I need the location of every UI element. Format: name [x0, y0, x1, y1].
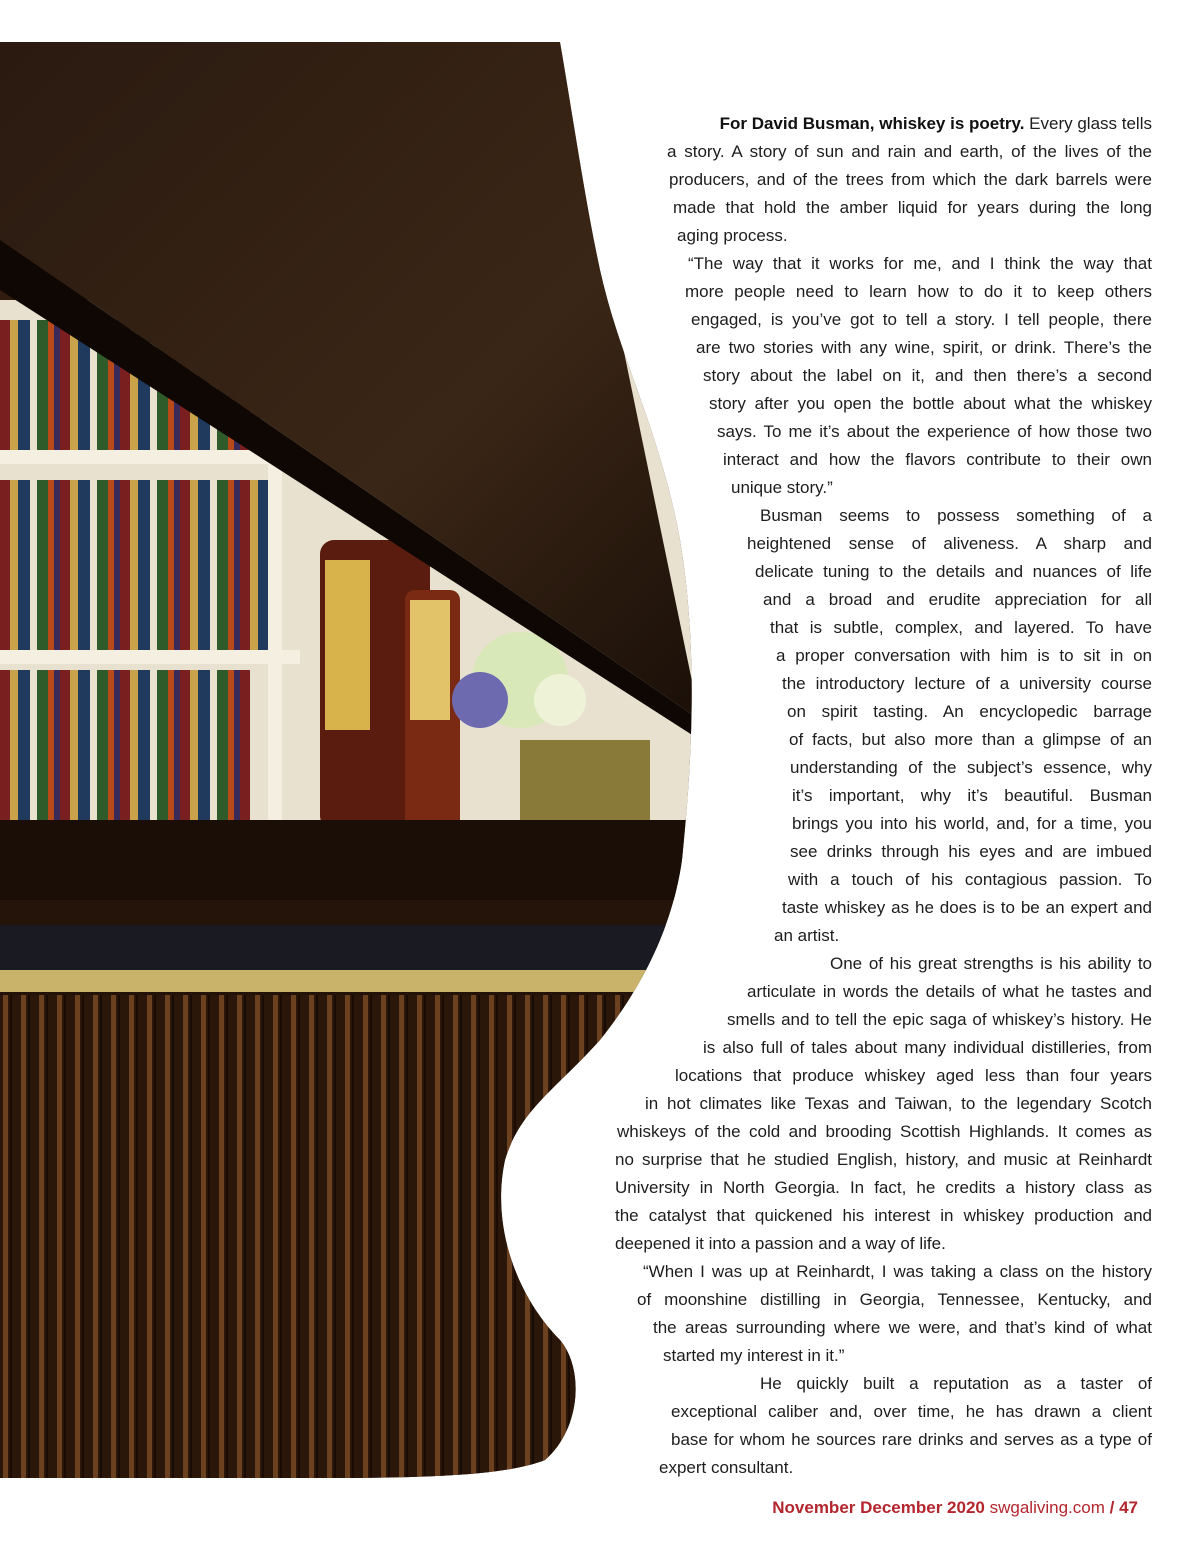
- article-line: whiskeys of the cold and brooding Scottish Highlands. It comes as: [617, 1122, 1152, 1141]
- article-line: are two stories with any wine, spirit, or drink. There’s the: [696, 338, 1152, 357]
- article-line: delicate tuning to the details and nuances of life: [755, 562, 1152, 581]
- article-line: the catalyst that quickened his interest in whiskey production and: [615, 1206, 1152, 1225]
- article-line: Busman seems to possess something of a: [760, 506, 1152, 525]
- article-line: made that hold the amber liquid for years during the long: [673, 198, 1152, 217]
- article-line: brings you into his world, and, for a time, you: [792, 814, 1152, 833]
- article-line: the areas surrounding where we were, and that’s kind of what: [653, 1318, 1152, 1337]
- article-line: the introductory lecture of a university course: [782, 674, 1152, 693]
- article-line: of moonshine distilling in Georgia, Tennessee, Kentucky, and: [637, 1290, 1152, 1309]
- article-line: University in North Georgia. In fact, he credits a history class as: [615, 1178, 1152, 1197]
- footer-separator: /: [1109, 1498, 1115, 1517]
- page-number: 47: [1119, 1498, 1138, 1517]
- article-line: more people need to learn how to do it to keep others: [685, 282, 1152, 301]
- page-footer: [772, 1496, 1138, 1520]
- article-line: it’s important, why it’s beautiful. Busman: [792, 786, 1152, 805]
- website-link[interactable]: swgaliving.com: [989, 1498, 1105, 1517]
- article-line: that is subtle, complex, and layered. To have: [770, 618, 1152, 637]
- article-line: no surprise that he studied English, history, and music at Reinhardt: [615, 1150, 1152, 1169]
- article-line: exceptional caliber and, over time, he has drawn a client: [671, 1402, 1152, 1421]
- article-line: interact and how the flavors contribute to their own: [723, 450, 1152, 469]
- article-line: of facts, but also more than a glimpse of an: [789, 730, 1152, 749]
- article-line: heightened sense of aliveness. A sharp and: [747, 534, 1152, 553]
- article-line: For David Busman, whiskey is poetry. Every glass tells: [719, 114, 1152, 133]
- article-line: an artist.: [774, 926, 840, 945]
- article-line: and a broad and erudite appreciation for all: [763, 590, 1152, 609]
- article-line: expert consultant.: [659, 1458, 794, 1477]
- article-line: base for whom he sources rare drinks and serves as a type of: [671, 1430, 1152, 1449]
- article-line: taste whiskey as he does is to be an expert and: [782, 898, 1152, 917]
- article-line: with a touch of his contagious passion. To: [788, 870, 1152, 889]
- article-lead: For David Busman, whiskey is poetry.: [719, 114, 1025, 133]
- article-line: smells and to tell the epic saga of whiskey’s history. He: [727, 1010, 1152, 1029]
- article-line: producers, and of the trees from which the dark barrels were: [669, 170, 1152, 189]
- article-line: see drinks through his eyes and are imbued: [790, 842, 1152, 861]
- article-line: “When I was up at Reinhardt, I was taking a class on the history: [643, 1262, 1152, 1281]
- article-line: deepened it into a passion and a way of life.: [615, 1234, 946, 1253]
- issue-date: November December 2020: [772, 1498, 985, 1517]
- article-line: a story. A story of sun and rain and earth, of the lives of the: [667, 142, 1152, 161]
- article-line: locations that produce whiskey aged less than four years: [675, 1066, 1152, 1085]
- article-line: aging process.: [677, 226, 788, 245]
- article-line: articulate in words the details of what he tastes and: [747, 982, 1152, 1001]
- article-line: story after you open the bottle about what the whiskey: [709, 394, 1152, 413]
- article-line: story about the label on it, and then there’s a second: [703, 366, 1152, 385]
- article-line: One of his great strengths is his ability to: [830, 954, 1152, 973]
- article-line: unique story.”: [731, 478, 833, 497]
- article-line: is also full of tales about many individual distilleries, from: [703, 1038, 1152, 1057]
- article-line: in hot climates like Texas and Taiwan, to the legendary Scotch: [645, 1094, 1152, 1113]
- article-line: He quickly built a reputation as a taster of: [760, 1374, 1152, 1393]
- article-line: says. To me it’s about the experience of how those two: [717, 422, 1152, 441]
- article-line: a proper conversation with him is to sit in on: [776, 646, 1152, 665]
- article-line: “The way that it works for me, and I think the way that: [688, 254, 1152, 273]
- article-line: understanding of the subject’s essence, why: [790, 758, 1152, 777]
- article-line: on spirit tasting. An encyclopedic barrage: [787, 702, 1152, 721]
- article-line: engaged, is you’ve got to tell a story. I tell people, there: [691, 310, 1152, 329]
- article-line: started my interest in it.”: [663, 1346, 845, 1365]
